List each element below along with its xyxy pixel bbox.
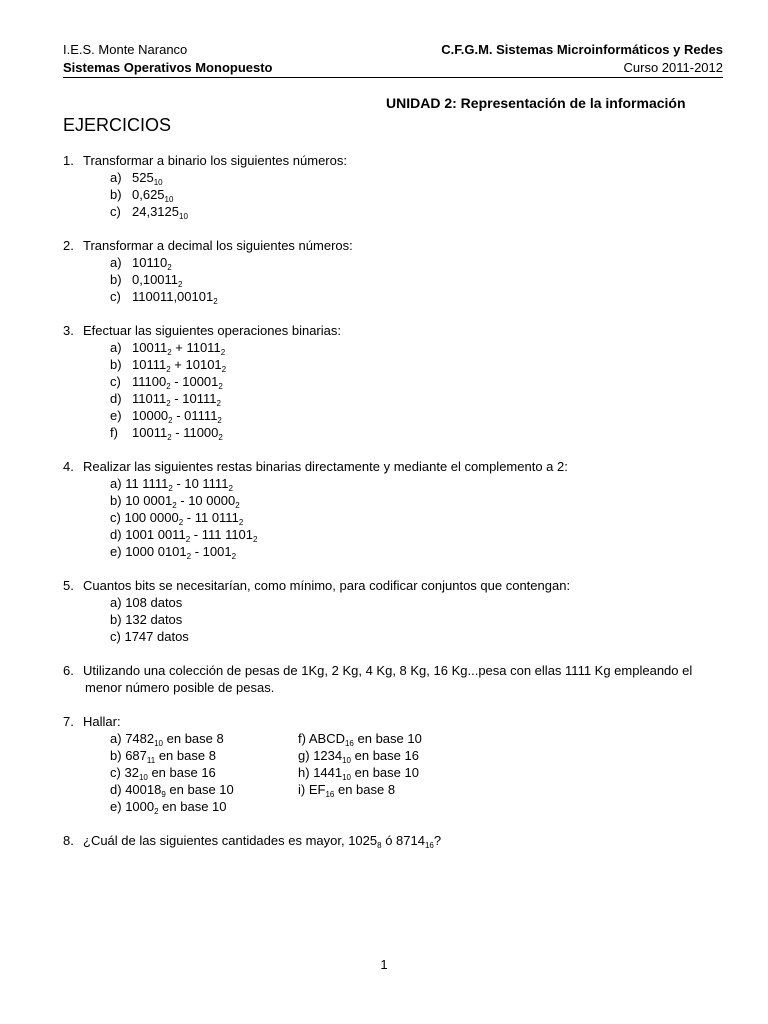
- exercise-number: 1.: [63, 153, 74, 168]
- item-label: c): [110, 374, 121, 389]
- exercise-item: [63, 254, 733, 271]
- base-subscript: 2: [186, 552, 192, 561]
- expression-text: 687: [125, 748, 147, 763]
- exercise-statement: Utilizando una colección de pesas de 1Kg, 2 Kg, 4 Kg, 8 Kg, 16 Kg...pesa con ellas 1111 Kg empleando el: [83, 663, 693, 678]
- base-subscript: 10: [179, 212, 188, 221]
- exercise-item: [63, 747, 298, 764]
- expression-text: - 10 0000: [176, 493, 236, 508]
- exercise-item: [63, 594, 733, 611]
- right-column: [298, 730, 422, 815]
- exercise-4: [63, 458, 733, 560]
- base-subscript: 10: [153, 178, 163, 187]
- item-label: a): [110, 476, 122, 491]
- exercise-item: [63, 611, 733, 628]
- exercise-number: 2.: [63, 238, 74, 253]
- expression-text: ?: [433, 833, 442, 848]
- expression-text: - 11000: [171, 425, 219, 440]
- section-title: EJERCICIOS: [63, 115, 172, 135]
- expression-text: - 10111: [170, 391, 217, 406]
- expression-text: 10 0001: [125, 493, 173, 508]
- expression-text: ABCD: [308, 731, 345, 746]
- exercise-item: [298, 747, 422, 764]
- exercise-3: [63, 322, 733, 441]
- exercise-statement: Hallar:: [83, 714, 121, 729]
- exercise-item: [63, 288, 733, 305]
- exercise-statement: Efectuar las siguientes operaciones binarias:: [83, 323, 341, 338]
- base-subscript: 2: [218, 433, 223, 442]
- expression-text: en base 8: [155, 748, 216, 763]
- expression-text: 10011: [132, 425, 168, 440]
- expression-text: - 11 0111: [183, 510, 239, 525]
- expression-text: en base 10: [353, 731, 422, 746]
- base-subscript: 2: [166, 399, 171, 408]
- expression-text: 32: [124, 765, 139, 780]
- exercise-statement: Transformar a decimal los siguientes números:: [83, 238, 353, 253]
- base-subscript: 2: [217, 416, 222, 425]
- exercise-item: [63, 186, 733, 203]
- expression-text: en base 16: [147, 765, 216, 780]
- exercise-item: [63, 271, 733, 288]
- exercise-number: 3.: [63, 323, 74, 338]
- subject-name: Sistemas Operativos Monopuesto: [63, 60, 273, 75]
- expression-text: 108 datos: [125, 595, 183, 610]
- exercise-item: [63, 798, 298, 815]
- base-subscript: 16: [344, 739, 354, 748]
- exercise-item: [63, 730, 298, 747]
- base-subscript: 2: [168, 484, 173, 493]
- exercise-item: [63, 407, 733, 424]
- item-label: b): [110, 748, 122, 763]
- base-subscript: 2: [154, 807, 159, 816]
- base-subscript: 2: [228, 484, 233, 493]
- expression-text: - 01111: [172, 408, 218, 423]
- base-subscript: 2: [253, 535, 258, 544]
- base-subscript: 2: [172, 501, 177, 510]
- exercise-number: 8.: [63, 833, 74, 848]
- exercise-item: [63, 543, 733, 560]
- exercise-8: [63, 832, 733, 849]
- item-label: b): [110, 187, 122, 202]
- item-label: b): [110, 493, 122, 508]
- base-subscript: 2: [213, 297, 218, 306]
- exercise-item: [63, 339, 733, 356]
- expression-text: 40018: [125, 782, 162, 797]
- exercise-item: [298, 764, 422, 781]
- expression-text: en base 10: [158, 799, 227, 814]
- base-subscript: 2: [167, 348, 172, 357]
- base-subscript: 10: [342, 756, 352, 765]
- expression-text: 1441: [313, 765, 343, 780]
- expression-text: 11 1111: [125, 476, 169, 491]
- exercise-item: [63, 526, 733, 543]
- base-subscript: 2: [167, 263, 172, 272]
- base-subscript: 16: [325, 790, 335, 799]
- expression-text: 11100: [132, 374, 167, 389]
- item-label: e): [110, 799, 122, 814]
- item-label: f): [298, 731, 306, 746]
- exercise-item: [63, 356, 733, 373]
- expression-text: 525: [132, 170, 154, 185]
- exercise-number: 7.: [63, 714, 74, 729]
- base-subscript: 9: [161, 790, 166, 799]
- item-label: f): [110, 425, 118, 440]
- base-subscript: 2: [216, 399, 221, 408]
- exercise-item: [63, 628, 733, 645]
- base-subscript: 2: [238, 518, 244, 527]
- exercise-item: [63, 169, 733, 186]
- school-name: I.E.S. Monte Naranco: [63, 42, 188, 57]
- base-subscript: 10: [138, 773, 148, 782]
- item-label: c): [110, 629, 121, 644]
- exercise-number: 4.: [63, 459, 74, 474]
- unit-title: UNIDAD 2: Representación de la información: [386, 95, 686, 111]
- exercise-2: [63, 237, 733, 305]
- expression-text: en base 8: [163, 731, 224, 746]
- item-label: h): [298, 765, 310, 780]
- base-subscript: 10: [342, 773, 352, 782]
- item-label: g): [298, 748, 310, 763]
- expression-text: en base 16: [351, 748, 419, 763]
- exercise-item: [63, 764, 298, 781]
- expression-text: 0,10011: [132, 272, 179, 287]
- exercise-item: [63, 475, 733, 492]
- item-label: b): [110, 357, 122, 372]
- course-name: C.F.G.M. Sistemas Microinformáticos y Redes: [441, 42, 723, 57]
- expression-text: - 1001: [191, 544, 232, 559]
- header-divider: [63, 77, 723, 78]
- base-subscript: 16: [424, 841, 434, 850]
- item-label: a): [110, 255, 122, 270]
- expression-text: 24,3125: [132, 204, 179, 219]
- expression-text: en base 8: [334, 782, 396, 797]
- item-label: d): [110, 782, 122, 797]
- expression-text: - 111 1101: [190, 527, 254, 542]
- expression-text: 1000: [125, 799, 155, 814]
- header-row-1: [63, 42, 723, 58]
- base-subscript: 2: [220, 348, 226, 357]
- expression-text: 1747 datos: [124, 629, 189, 644]
- expression-text: 10000: [132, 408, 169, 423]
- expression-text: 100 0000: [124, 510, 179, 525]
- expression-text: - 10001: [170, 374, 219, 389]
- expression-text: 132 datos: [125, 612, 183, 627]
- exercise-statement: Transformar a binario los siguientes números:: [83, 153, 347, 168]
- item-label: d): [110, 527, 122, 542]
- item-label: e): [110, 544, 122, 559]
- exercise-item: [63, 424, 733, 441]
- expression-text: EF: [308, 782, 326, 797]
- item-label: b): [110, 612, 122, 627]
- exercise-number: 6.: [63, 663, 74, 678]
- base-subscript: 2: [166, 382, 171, 391]
- item-label: c): [110, 204, 121, 219]
- exercise-item: [63, 203, 733, 220]
- exercise-item: [63, 390, 733, 407]
- expression-text: 1000 0101: [125, 544, 187, 559]
- base-subscript: 2: [168, 416, 173, 425]
- item-label: c): [110, 289, 121, 304]
- base-subscript: 2: [218, 382, 223, 391]
- header-row-2: [63, 60, 723, 76]
- expression-text: 10111: [132, 357, 167, 372]
- expression-text: 0,625: [132, 187, 165, 202]
- exercise-list: [63, 152, 733, 866]
- left-column: [63, 730, 298, 815]
- item-label: a): [110, 340, 122, 355]
- base-subscript: 2: [167, 433, 172, 442]
- expression-text: en base 10: [165, 782, 234, 797]
- item-label: i): [298, 782, 306, 797]
- exercise-statement: Cuantos bits se necesitarían, como mínimo, para codificar conjuntos que contengan:: [83, 578, 571, 593]
- base-subscript: 2: [231, 552, 237, 561]
- expression-text: 1001 0011: [125, 527, 186, 542]
- expression-text: ó 8714: [381, 833, 425, 848]
- item-label: d): [110, 391, 122, 406]
- item-label: a): [110, 170, 122, 185]
- base-subscript: 2: [178, 518, 184, 527]
- exercise-item: [63, 373, 733, 390]
- exercise-item: [298, 781, 422, 798]
- expression-text: ¿Cuál de las siguientes cantidades es mayor, 1025: [83, 833, 378, 848]
- exercise-item: [63, 781, 298, 798]
- expression-text: 1234: [313, 748, 343, 763]
- exercise-1: [63, 152, 733, 220]
- exercise-7-columns: [63, 730, 733, 815]
- expression-text: + 10101: [170, 357, 222, 372]
- item-label: a): [110, 595, 122, 610]
- expression-text: + 11011: [171, 340, 221, 355]
- expression-text: 10011: [132, 340, 168, 355]
- page-number: 1: [380, 957, 388, 972]
- exercise-item: [298, 730, 422, 747]
- expression-text: 11011: [132, 391, 167, 406]
- item-label: c): [110, 765, 121, 780]
- item-label: c): [110, 510, 121, 525]
- item-label: b): [110, 272, 122, 287]
- exercise-5: [63, 577, 733, 645]
- base-subscript: 10: [164, 195, 174, 204]
- item-label: a): [110, 731, 122, 746]
- exercise-item: [63, 492, 733, 509]
- base-subscript: 11: [146, 756, 156, 765]
- exercise-statement-continued: menor número posible de pesas.: [85, 680, 275, 695]
- expression-text: en base 10: [351, 765, 419, 780]
- exercise-6: [63, 662, 733, 696]
- base-subscript: 2: [166, 365, 171, 374]
- expression-text: - 10 1111: [172, 476, 229, 491]
- base-subscript: 2: [235, 501, 240, 510]
- base-subscript: 10: [154, 739, 164, 748]
- expression-text: 7482: [125, 731, 155, 746]
- exercise-statement: Realizar las siguientes restas binarias directamente y mediante el complemento a 2:: [83, 459, 568, 474]
- expression-text: 10110: [132, 255, 168, 270]
- base-subscript: 8: [377, 841, 382, 850]
- exercise-item: [63, 509, 733, 526]
- base-subscript: 2: [221, 365, 227, 374]
- item-label: e): [110, 408, 122, 423]
- base-subscript: 2: [178, 280, 183, 289]
- expression-text: 110011,00101: [132, 289, 214, 304]
- base-subscript: 2: [185, 535, 191, 544]
- exercise-7: [63, 713, 733, 815]
- exercise-number: 5.: [63, 578, 74, 593]
- course-year: Curso 2011-2012: [623, 60, 723, 75]
